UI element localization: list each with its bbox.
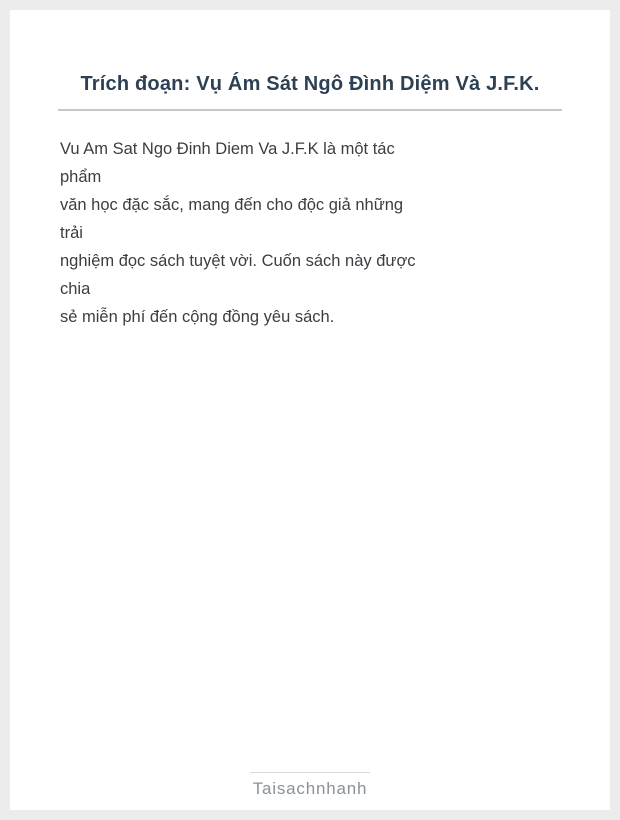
footer: [10, 772, 610, 800]
excerpt-line: sẻ miễn phí đến cộng đồng yêu sách.: [60, 308, 335, 326]
excerpt-line: trải: [60, 224, 83, 242]
excerpt-card: [10, 10, 610, 810]
excerpt-line: Vu Am Sat Ngo Đinh Diem Va J.F.K là một tác: [60, 140, 395, 158]
excerpt-line: nghiệm đọc sách tuyệt vời. Cuốn sách này được: [60, 252, 416, 270]
excerpt-line: chia: [60, 280, 91, 298]
footer-divider: [250, 772, 370, 773]
excerpt-line: phẩm: [60, 168, 102, 186]
title-divider: [58, 109, 562, 111]
page-title: Trích đoạn: Vụ Ám Sát Ngô Đình Diệm Và J.F.K.: [80, 73, 540, 95]
excerpt-line: văn học đặc sắc, mang đến cho độc giả những: [60, 196, 404, 214]
footer-brand: Taisachnhanh: [252, 779, 368, 798]
excerpt-body: [60, 135, 560, 331]
